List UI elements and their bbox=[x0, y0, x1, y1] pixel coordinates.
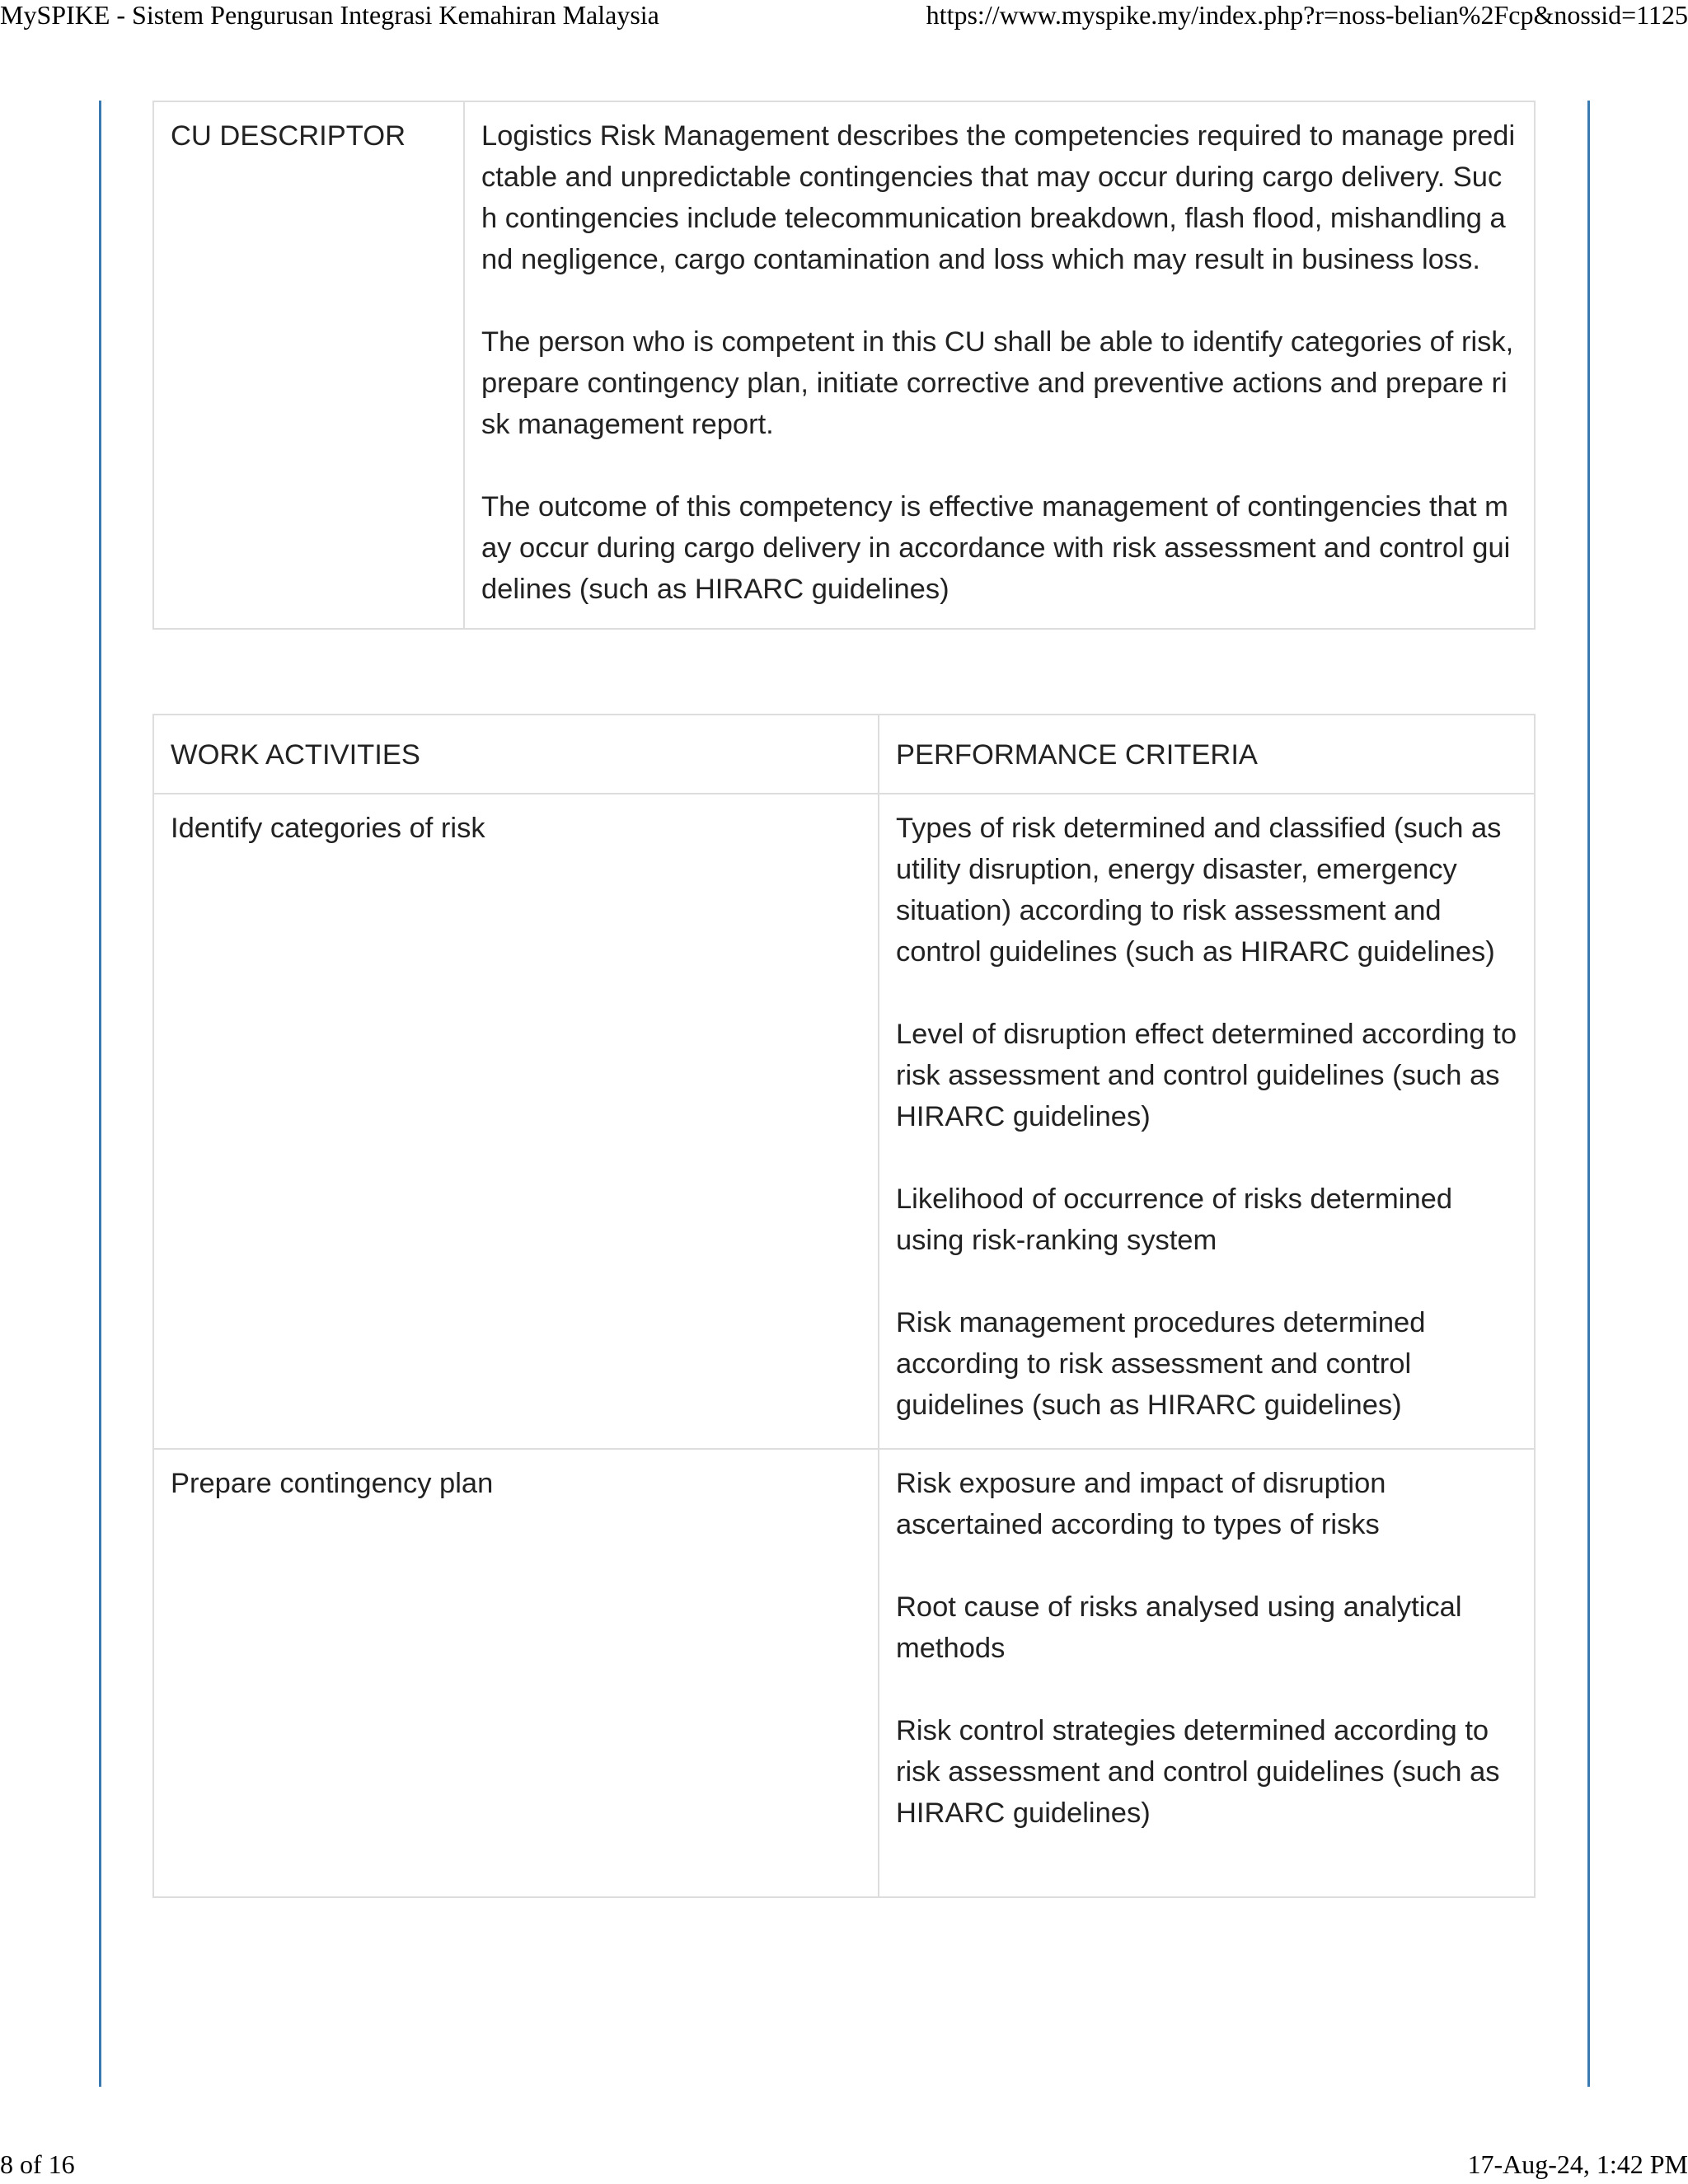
print-header-title: MySPIKE - Sistem Pengurusan Integrasi Kemahiran Malaysia bbox=[0, 0, 659, 30]
criterion: Level of disruption effect determined according to risk assessment and control guidelines (such as HIRARC guidelines) bbox=[896, 1019, 1517, 1132]
descriptor-paragraph: The outcome of this competency is effective management of contingencies that may occur during cargo delivery in accordance with risk assessment and control guidelines (such as HIRARC guidelines) bbox=[481, 491, 1511, 605]
table-row bbox=[153, 794, 1535, 1449]
print-datetime: 17-Aug-24, 1:42 PM bbox=[1467, 2149, 1688, 2179]
performance-criteria-cell bbox=[879, 1449, 1535, 1897]
print-header-url: https://www.myspike.my/index.php?r=noss-belian%2Fcp&nossid=1125 bbox=[926, 0, 1688, 30]
content-frame-right-border bbox=[1587, 101, 1590, 2087]
descriptor-paragraph: Logistics Risk Management describes the competencies required to manage predictable and unpredictable contingencies that may occur during cargo delivery. Such contingencies include telecommunication breakdown, flash flood, mishandling and negligence, cargo contamination and loss which may result in business loss. bbox=[481, 120, 1516, 275]
content-frame-left-border bbox=[99, 101, 101, 2087]
cu-descriptor-text bbox=[464, 101, 1535, 629]
work-activity: Identify categories of risk bbox=[153, 794, 879, 1449]
table-header-row bbox=[153, 715, 1535, 794]
criterion: Types of risk determined and classified (such as utility disruption, energy disaster, emergency situation) according to risk assessment and control guidelines (such as HIRARC guidelines) bbox=[896, 813, 1502, 968]
page-number: 8 of 16 bbox=[0, 2149, 75, 2179]
performance-criteria-header: PERFORMANCE CRITERIA bbox=[879, 715, 1535, 794]
table-row bbox=[153, 1449, 1535, 1897]
descriptor-paragraph: The person who is competent in this CU shall be able to identify categories of risk, prepare contingency plan, initiate corrective and preventive actions and prepare risk management report. bbox=[481, 326, 1514, 440]
print-footer bbox=[0, 2149, 1688, 2182]
cu-descriptor-label: CU DESCRIPTOR bbox=[153, 101, 464, 629]
criterion: Likelihood of occurrence of risks determined using risk-ranking system bbox=[896, 1183, 1453, 1256]
print-header bbox=[0, 0, 1688, 33]
work-activities-header: WORK ACTIVITIES bbox=[153, 715, 879, 794]
criterion: Risk management procedures determined according to risk assessment and control guidelines (such as HIRARC guidelines) bbox=[896, 1307, 1426, 1421]
cu-descriptor-row bbox=[153, 101, 1535, 629]
criterion: Risk exposure and impact of disruption ascertained according to types of risks bbox=[896, 1468, 1386, 1540]
criterion: Risk control strategies determined according to risk assessment and control guidelines (such as HIRARC guidelines) bbox=[896, 1715, 1500, 1829]
work-activities-table bbox=[152, 714, 1536, 1898]
work-activities-section bbox=[152, 714, 1536, 1898]
criterion: Root cause of risks analysed using analytical methods bbox=[896, 1591, 1462, 1664]
work-activity: Prepare contingency plan bbox=[153, 1449, 879, 1897]
cu-descriptor-table bbox=[152, 101, 1536, 630]
performance-criteria-cell bbox=[879, 794, 1535, 1449]
cu-descriptor-section bbox=[152, 101, 1536, 630]
